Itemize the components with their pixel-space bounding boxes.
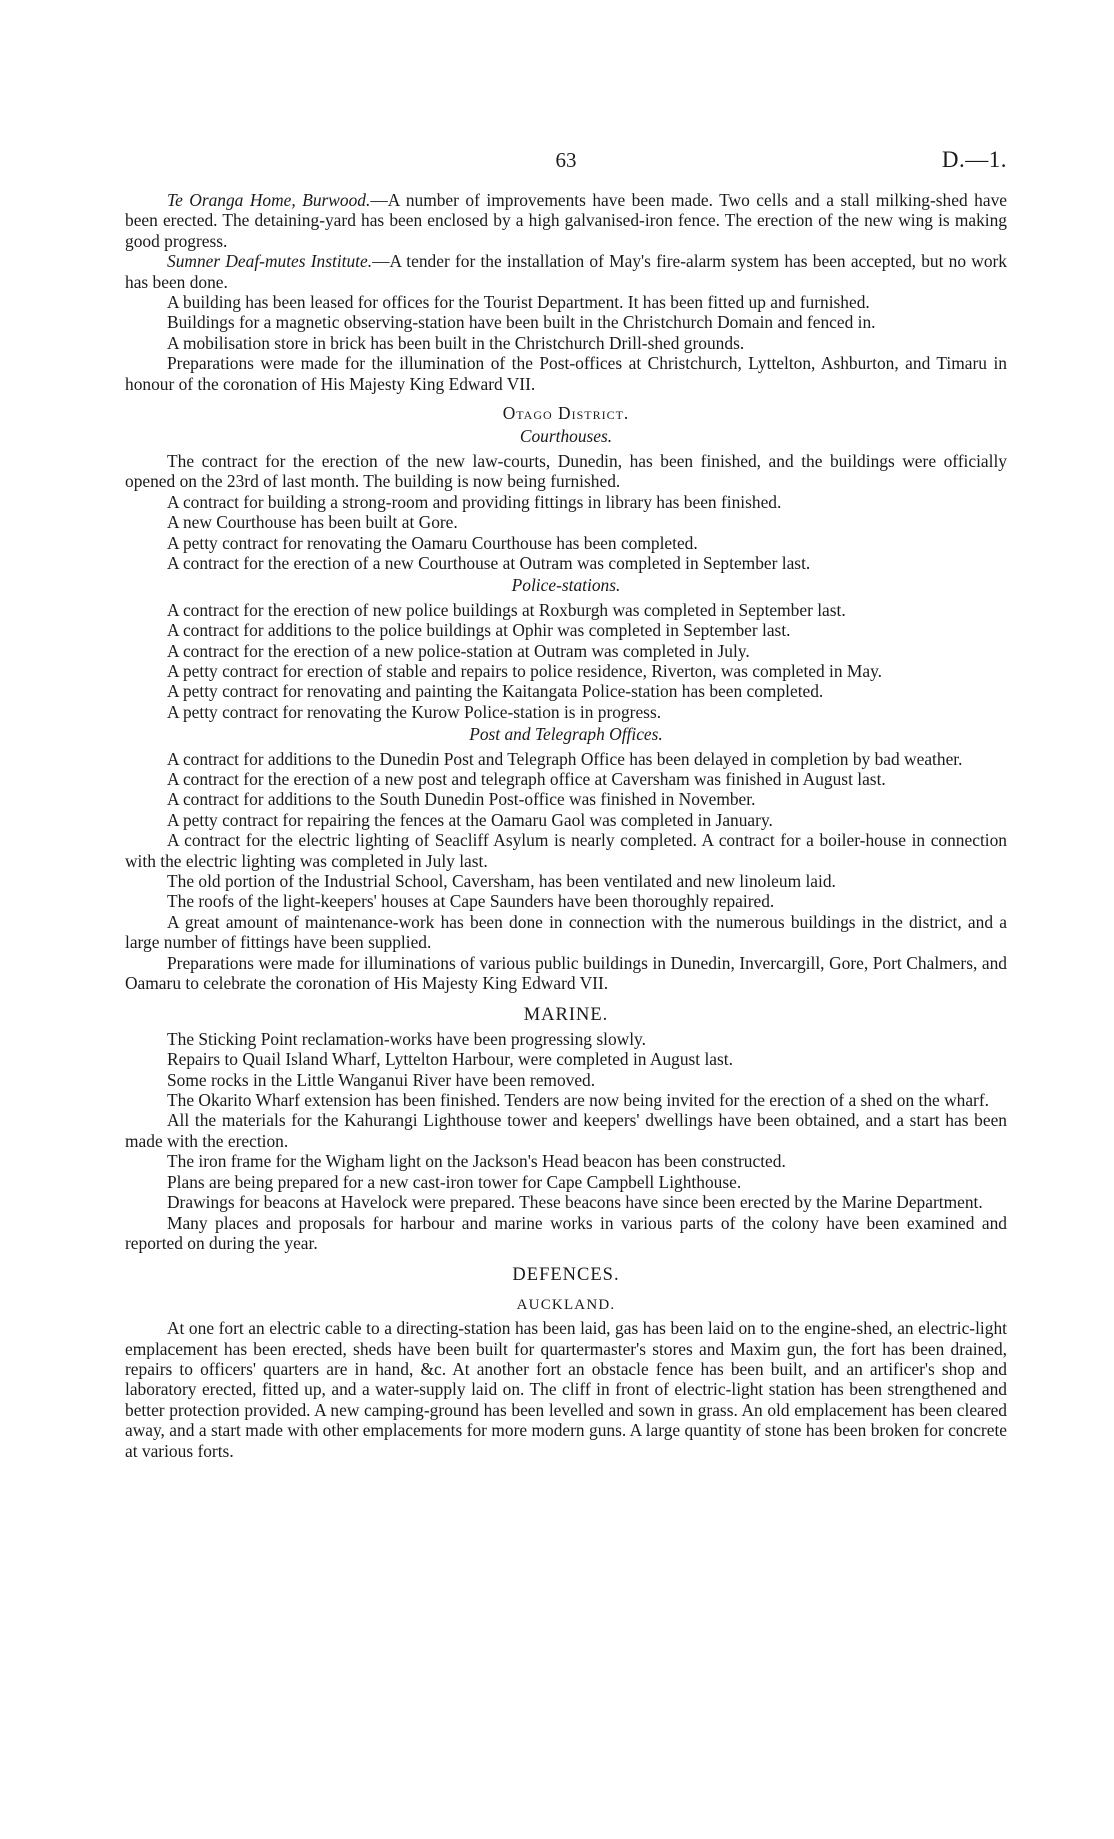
document-page: [125, 147, 1008, 1461]
section-heading-marine: MARINE.: [523, 1005, 609, 1026]
paragraph: Repairs to Quail Island Wharf, Lyttelton Harbour, were completed in August last.: [167, 1049, 733, 1070]
paragraph: Many places and proposals for harbour and marine works in various parts of the colony have been examined and reported on during the year.: [125, 1212, 1007, 1253]
paragraph: A new Courthouse has been built at Gore.: [167, 512, 458, 533]
paragraph: The old portion of the Industrial School, Caversham, has been ventilated and new linoleum laid.: [167, 871, 836, 891]
paragraph: Buildings for a magnetic observing-station have been built in the Christchurch Domain and fenced in.: [167, 312, 876, 333]
paragraph: A contract for additions to the Dunedin Post and Telegraph Office has been delayed in completion by bad weather.: [167, 748, 963, 769]
paragraph: A contract for additions to the police buildings at Ophir was completed in September last.: [167, 620, 791, 641]
paragraph: A great amount of maintenance-work has been done in connection with the numerous buildings in the district, and a large number of fittings have been supplied.: [125, 911, 1007, 953]
paragraph: A petty contract for renovating the Kurow Police-station is in progress.: [167, 701, 662, 722]
paragraph: A contract for the erection of a new police-station at Outram was completed in July.: [167, 640, 750, 661]
paragraph: Preparations were made for illuminations of various public buildings in Dunedin, Invercargill, Gore, Port Chalmers, and Oamaru to celebrate the coronation of His Majesty King Edward VII.: [125, 952, 1007, 994]
paragraph: A contract for the erection of a new post and telegraph office at Caversham was finished in August last.: [167, 768, 886, 789]
paragraph: A contract for the erection of a new Courthouse at Outram was completed in September last.: [167, 552, 811, 573]
paragraph: Drawings for beacons at Havelock were prepared. These beacons have since been erected by the Marine Department.: [167, 1192, 983, 1213]
paragraph: A petty contract for repairing the fences at the Oamaru Gaol was completed in January.: [167, 809, 773, 830]
paragraph: A contract for the electric lighting of Seacliff Asylum is nearly completed. A contract for a boiler-house in connection with the electric lighting was completed in July last.: [125, 830, 1007, 871]
subheading-post-and-telegraph: Post and Telegraph Offices.: [469, 724, 663, 745]
section-heading-otago: Otago District.: [502, 403, 630, 424]
paragraph: A contract for the erection of new police buildings at Roxburgh was completed in September last.: [167, 599, 846, 620]
subheading-auckland: AUCKLAND.: [516, 1296, 616, 1313]
paragraph: Te Oranga Home, Burwood.—A number of improvements have been made. Two cells and a stall milking-shed have been erected. The detaining-yard has been enclosed by a high galvanised-iron fence. The erection of the new wing is making good progress.: [125, 190, 1007, 251]
defences-section: [125, 1265, 1007, 1461]
subheading-police-stations: Police-stations.: [511, 575, 621, 596]
section-heading-defences: DEFENCES.: [512, 1265, 620, 1286]
paragraph: The roofs of the light-keepers' houses at Cape Saunders have been thoroughly repaired.: [167, 891, 775, 912]
paragraph: A petty contract for erection of stable and repairs to police residence, Riverton, was completed in May.: [167, 660, 883, 681]
paragraph: A contract for additions to the South Dunedin Post-office was finished in November.: [167, 789, 756, 810]
paragraph: The contract for the erection of the new law-courts, Dunedin, has been finished, and the buildings were officially opened on the 23rd of last month. The building is now being furnished.: [125, 450, 1007, 492]
paragraph: At one fort an electric cable to a directing-station has been laid, gas has been laid on to the engine-shed, an electric-light emplacement has been erected, sheds have been built for quartermaster's stores and Maxim gun, the fort has been drained, repairs to officers' quarters are in hand, &c. At another fort an obstacle fence has been built, and an artificer's shop and laboratory erected, fitted up, and a water-supply laid on. The cliff in front of electric-light station has been strengthened and better protection provided. A new camping-ground has been levelled and sown in grass. An old emplacement has been cleared away, and a start made with other emplacements for more modern guns. A large quantity of stone has been broken for concrete at various forts.: [125, 1318, 1007, 1461]
subheading-courthouses: Courthouses.: [519, 426, 613, 447]
paragraph: A contract for building a strong-room and providing fittings in library has been finished.: [167, 491, 782, 512]
paragraph: A building has been leased for offices for the Tourist Department. It has been fitted up and furnished.: [167, 292, 870, 313]
paragraph: A petty contract for renovating and painting the Kaitangata Police-station has been completed.: [167, 681, 824, 702]
paragraph: The Sticking Point reclamation-works have been progressing slowly.: [167, 1028, 646, 1049]
paragraph: All the materials for the Kahurangi Lighthouse tower and keepers' dwellings have been obtained, and a start has been made with the erection.: [125, 1110, 1007, 1151]
canterbury-continued-section: [125, 190, 1007, 394]
paragraph: A petty contract for renovating the Oamaru Courthouse has been completed.: [167, 532, 698, 553]
paragraph: The Okarito Wharf extension has been finished. Tenders are now being invited for the erection of a shed on the wharf.: [167, 1090, 989, 1111]
document-reference: D.—1.: [941, 147, 1007, 172]
page-number: 63: [555, 148, 577, 172]
paragraph: A mobilisation store in brick has been built in the Christchurch Drill-shed grounds.: [167, 332, 745, 353]
paragraph: Preparations were made for the illumination of the Post-offices at Christchurch, Lyttelton, Ashburton, and Timaru in honour of the coronation of His Majesty King Edward VII.: [125, 353, 1007, 394]
paragraph: Sumner Deaf-mutes Institute.—A tender for the installation of May's fire-alarm system has been accepted, but no work has been done.: [125, 251, 1008, 292]
marine-section: [125, 1005, 1007, 1253]
paragraph-lead: Sumner Deaf-mutes Institute.: [167, 251, 373, 272]
paragraph: Plans are being prepared for a new cast-iron tower for Cape Campbell Lighthouse.: [167, 1171, 742, 1192]
paragraph: Some rocks in the Little Wanganui River have been removed.: [167, 1069, 596, 1090]
paragraph: The iron frame for the Wigham light on the Jackson's Head beacon has been constructed.: [167, 1151, 786, 1172]
page-header: [125, 147, 1007, 190]
paragraph-lead: Te Oranga Home, Burwood.: [167, 190, 371, 210]
otago-district-section: [125, 403, 1007, 993]
